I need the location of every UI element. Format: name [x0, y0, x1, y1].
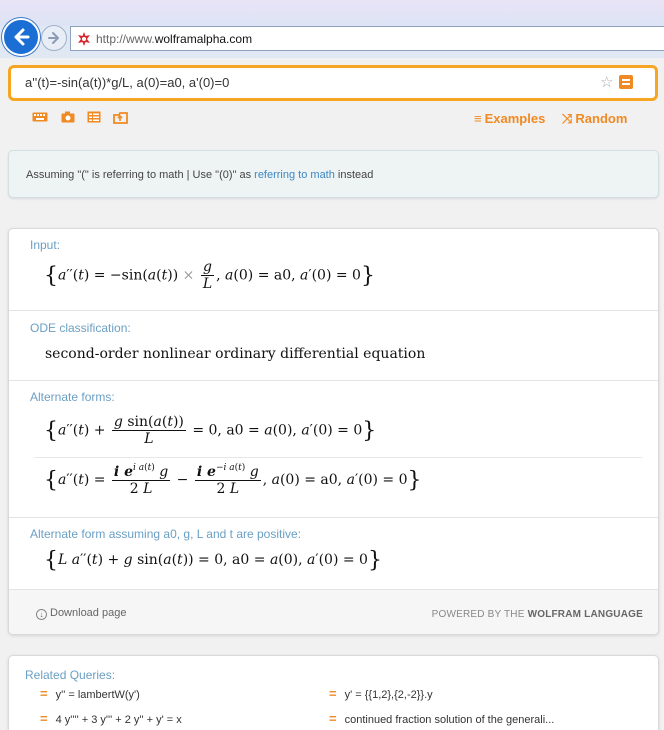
pod-input	[9, 229, 659, 311]
query-box[interactable]	[8, 65, 658, 101]
shuffle-icon: ⤨	[562, 111, 573, 126]
pod-title-input: Input:	[30, 238, 61, 252]
assumption-text	[26, 169, 373, 181]
examples-label: Examples	[484, 111, 546, 126]
related-queries	[8, 655, 659, 730]
ode-classification-text: second-order nonlinear ordinary differential equation	[45, 346, 426, 362]
alternate-form-2: {a′′(t) = $\frac{i e^{i a(t)} g}{2 L}$ − $\frac{i e^{-i a(t)} g}{2 L}$ , a(0) = a0, a′(0) = 0}	[44, 463, 422, 497]
input-toolbar	[0, 108, 664, 130]
download-label: Download page	[50, 607, 127, 619]
pod-alternate-forms	[9, 381, 659, 518]
related-query-text: y' = {{1,2},{2,-2}}.y	[344, 689, 433, 701]
powered-by[interactable]	[432, 609, 643, 620]
equals-icon: =	[329, 711, 337, 726]
related-query-item[interactable]	[329, 686, 433, 701]
results-footer	[9, 589, 659, 635]
list-icon: ≡	[474, 111, 482, 126]
wolfram-favicon-icon	[76, 31, 92, 47]
random-label: Random	[575, 111, 628, 126]
related-query-item[interactable]	[40, 711, 182, 726]
related-title: Related Queries:	[25, 668, 116, 682]
address-bar[interactable]	[70, 26, 664, 51]
camera-icon[interactable]	[61, 111, 77, 125]
assumption-suffix: instead	[334, 169, 374, 181]
alternate-divider	[34, 457, 642, 458]
url-host: wolframalpha.com	[154, 32, 253, 46]
related-query-item[interactable]	[329, 711, 554, 726]
equals-icon: =	[40, 686, 48, 701]
upload-file-icon[interactable]	[113, 111, 129, 125]
random-button[interactable]	[562, 111, 627, 127]
pod-ode-classification	[9, 311, 659, 381]
powered-brand: WOLFRAM LANGUAGE	[527, 609, 643, 620]
url-prefix: http://www.	[96, 32, 155, 46]
assumption-prefix: Assuming "(" is referring to math | Use "(0)" as	[26, 169, 255, 181]
assumption-link[interactable]: referring to math	[254, 169, 335, 181]
pod-alternate-positive	[9, 518, 659, 589]
equals-icon: =	[329, 686, 337, 701]
alternate-positive-formula: {L a′′(t) + g sin(a(t)) = 0, a0 = a(0), a′(0) = 0}	[44, 548, 382, 573]
compute-button[interactable]	[619, 75, 633, 89]
related-query-text: y'' = lambertW(y')	[55, 689, 140, 701]
examples-button[interactable]	[474, 111, 545, 126]
assumption-box	[8, 150, 659, 198]
browser-chrome	[0, 0, 664, 58]
tab-strip	[0, 0, 664, 26]
favorite-star-icon[interactable]: ☆	[600, 74, 614, 91]
data-table-icon[interactable]	[87, 111, 103, 125]
alternate-form-1: {a′′(t) + $\frac{\text{g sin(a(t))}}{L}$ = 0, a0 = a(0), a′(0) = 0}	[44, 414, 377, 447]
related-query-text: 4 y'''' + 3 y''' + 2 y'' + y' = x	[55, 714, 182, 726]
related-query-text: continued fraction solution of the generali...	[344, 714, 555, 726]
input-formula: {a′′(t) = −sin(a(t)) × $\frac{g}{L}$ , a(0) = a0, a′(0) = 0}	[44, 259, 375, 292]
pod-title-alternate: Alternate forms:	[30, 390, 115, 404]
url-text	[96, 32, 252, 46]
related-query-item[interactable]	[40, 686, 140, 701]
back-button[interactable]	[2, 18, 40, 56]
pod-title-alternate-positive: Alternate form assuming a0, g, L and t are positive:	[30, 527, 302, 541]
forward-button[interactable]	[41, 25, 67, 51]
pod-title-ode: ODE classification:	[30, 321, 131, 335]
results-card	[8, 228, 659, 635]
download-icon: ↓	[36, 609, 47, 620]
keyboard-icon[interactable]	[32, 111, 48, 125]
powered-prefix: POWERED BY THE	[431, 609, 528, 620]
download-page-link[interactable]	[36, 607, 126, 620]
forward-arrow-icon	[47, 31, 61, 45]
query-input[interactable]	[25, 75, 585, 90]
equals-icon: =	[40, 711, 48, 726]
back-arrow-icon	[11, 27, 31, 47]
